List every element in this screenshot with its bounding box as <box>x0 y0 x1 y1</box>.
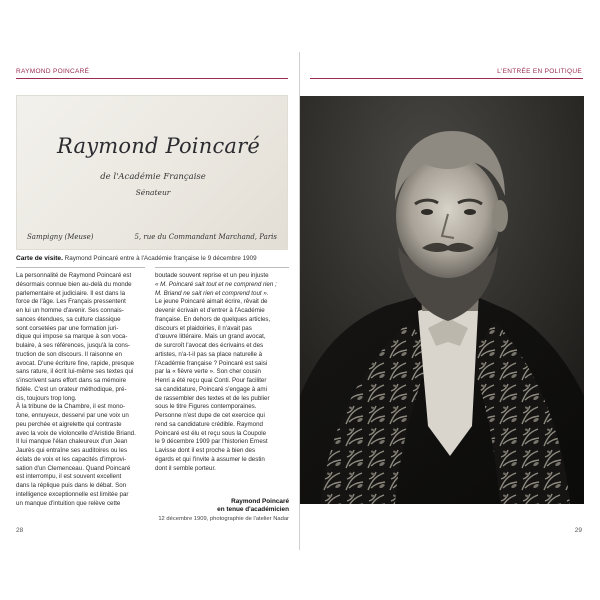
visiting-card <box>16 95 288 250</box>
page-number-left: 28 <box>16 527 24 534</box>
column-rule-2 <box>155 267 289 268</box>
running-head-left: RAYMOND POINCARÉ <box>16 68 90 75</box>
body-line: désormais connue bien au-delà du monde <box>16 280 132 288</box>
header-rule-right <box>310 78 583 79</box>
body-line: bulaire, à ses références, jusqu'à la cons- <box>16 342 130 349</box>
card-caption-text: Raymond Poincaré entre à l'Académie française le 9 décembre 1909 <box>62 255 257 262</box>
body-line: éclats de voix et les capacités d'improvi- <box>16 455 127 463</box>
card-address: 5, rue du Commandant Marchand, Paris <box>134 233 277 241</box>
body-line: rend sa candidature crédible. Raymond <box>155 420 264 428</box>
body-line: boutade souvent reprise et un peu injuste <box>155 272 269 279</box>
body-line: Le jeune Poincaré aimait écrire, rêvait de <box>155 298 268 306</box>
body-line: parlementaire et judiciaire. Il est dans la <box>16 289 126 297</box>
body-line: égards et qui l'invite à assumer le destin <box>155 455 265 463</box>
body-line: Il lui manque l'élan chaleureux d'un Jean <box>16 438 128 446</box>
body-line: cis, toujours trop long. <box>16 394 77 402</box>
body-line: sont corsetées par une formation juri- <box>16 324 119 332</box>
body-line: dans la réplique puis dans le débat. Son <box>16 482 127 489</box>
body-line: À la tribune de la Chambre, il est mono- <box>16 403 126 411</box>
body-line-quote: M. Briand ne sait rien et comprend tout ». <box>155 289 269 297</box>
body-line: avec la voix de violoncelle d'Aristide Briand. <box>16 429 136 437</box>
body-line-quote: « M. Poincaré sait tout et ne comprend rien ; <box>155 280 277 288</box>
body-line: force de l'âge. Les Français pressentent <box>16 298 126 306</box>
card-title: de l'Académie Française <box>100 172 206 182</box>
body-line: de surcroît l'avocat des écrivains et des <box>155 342 264 349</box>
body-line: peu perchée et aigrelette qui contraste <box>16 420 122 428</box>
body-line: intelligence exceptionnelle est limitée par <box>16 490 129 498</box>
body-line: avocat. D'une écriture fine, rapide, presque <box>16 359 135 367</box>
portrait-photograph <box>300 96 584 504</box>
body-line: s'inscrivent sans effort dans sa mémoire <box>16 377 127 384</box>
body-line: sans rature, il écrit lui-même ses textes qui <box>16 368 134 376</box>
body-line: dont il semble porteur. <box>155 464 216 472</box>
body-line: française. En dehors de quelques articles, <box>155 315 271 323</box>
photo-caption-subtitle: en tenue d'académicien <box>217 506 289 513</box>
body-line: Personne n'est dupe de cet exercice qui <box>155 412 265 419</box>
body-line: le 9 décembre 1909 par l'historien Ernest <box>155 438 268 446</box>
body-line: Poincaré est élu et reçu sous la Coupole <box>155 429 267 437</box>
body-line: Henri a été reçu quai Conti. Pour faciliter <box>155 377 267 384</box>
header-rule-left <box>16 78 288 79</box>
body-line: truction de son discours. Il raisonne en <box>16 350 122 358</box>
body-column-2 <box>155 272 291 473</box>
body-line: sation d'un Clemenceau. Quand Poincaré <box>16 464 131 472</box>
body-line: sa candidature, Poincaré s'engage à ami <box>155 385 267 393</box>
body-line: fidèle. C'est un orateur méthodique, pré- <box>16 385 127 393</box>
card-caption-label: Carte de visite. <box>16 255 63 262</box>
body-line: de rassembler des textes et de les publier <box>155 394 270 402</box>
body-line: artistes, n'a-t-il pas sa place naturelle à <box>155 350 263 358</box>
body-line: discours et plaidoiries, il n'avait pas <box>155 324 252 332</box>
column-rule-1 <box>16 267 145 268</box>
body-line: un manque d'intuition que relève cette <box>16 499 121 507</box>
body-column-1 <box>16 272 147 508</box>
card-role: Sénateur <box>135 188 171 197</box>
body-line: sances étendues, sa culture classique <box>16 315 121 323</box>
body-line: tone, ennuyeux, desservi par une voix un <box>16 412 129 419</box>
photo-caption-title: Raymond Poincaré <box>231 498 289 505</box>
body-line: est interrompu, il est souvent excellent <box>16 473 122 481</box>
body-line: Lavisse dont il est proche à bien des <box>155 447 256 454</box>
card-place: Sampigny (Meuse) <box>27 233 94 241</box>
card-name: Raymond Poincaré <box>57 134 260 158</box>
photo-caption <box>155 498 289 523</box>
portrait-image <box>300 96 584 504</box>
body-line: d'œuvre littéraire. Mais un grand avocat, <box>155 333 266 341</box>
body-line: dique qui impose sa marque à son voca- <box>16 333 128 341</box>
card-caption <box>16 255 290 263</box>
body-line: Jaurès qui entraîne ses auditoires ou les <box>16 447 128 454</box>
page-number-right: 29 <box>574 527 582 534</box>
body-line: par la « fièvre verte ». Son cher cousin <box>155 368 261 376</box>
body-line: devenir écrivain et d'entrer à l'Académie <box>155 307 265 314</box>
body-line: La personnalité de Raymond Poincaré est <box>16 272 132 279</box>
photo-caption-credit: 12 décembre 1909, photographie de l'atelier Nadar <box>158 516 289 522</box>
body-line: l'Académie française ? Poincaré est saisi <box>155 359 268 367</box>
running-head-right: L'ENTRÉE EN POLITIQUE <box>497 68 582 75</box>
body-line: en lui un homme d'avenir. Ses connais- <box>16 307 124 314</box>
body-line: sous le titre Figures contemporaines. <box>155 403 257 411</box>
